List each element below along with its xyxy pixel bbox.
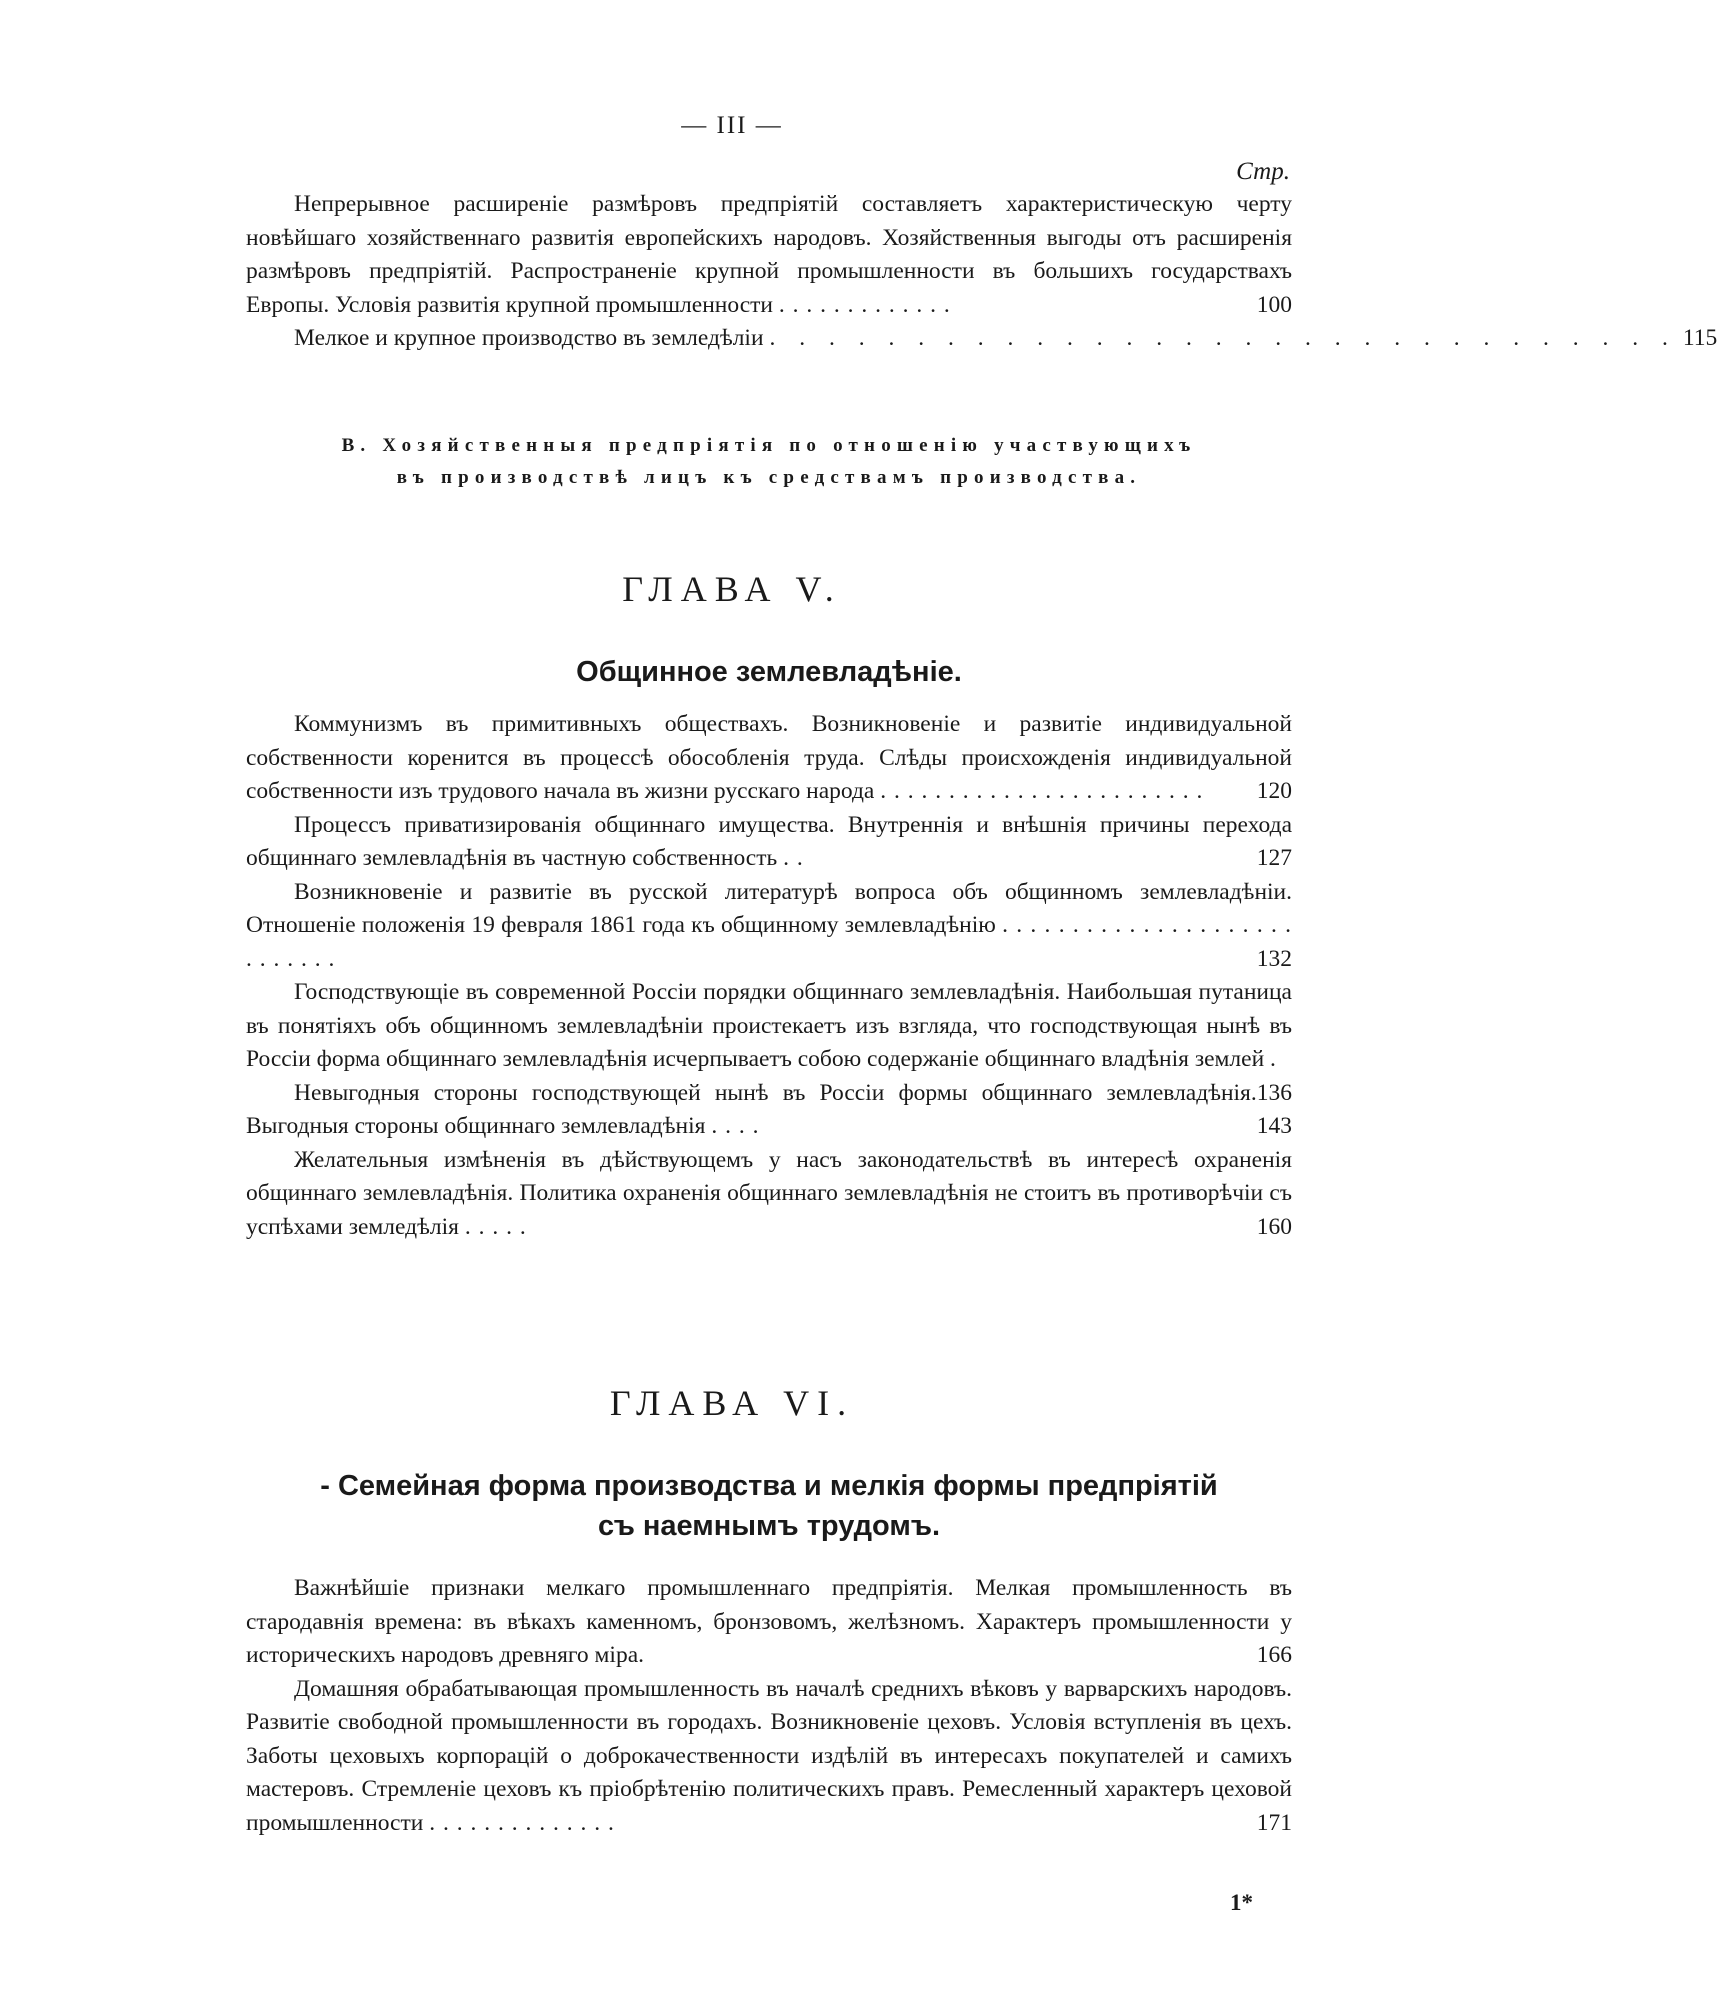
section1-entries [246, 188, 1717, 356]
toc-entry-text: Непрерывное расширеніе размѣровъ предпріятій составляетъ характеристическую черту новѣйшаго хозяйственнаго развитія европейскихъ народовъ. Хозяйственныя выгоды отъ расширенія размѣровъ предпріятій. Распространеніе крупной промышленности въ большихъ государствахъ Европы. Условія развитія крупной промышленности [246, 191, 1292, 318]
toc-entry-page: 132 [1256, 945, 1292, 972]
toc-entry-text: Невыгодныя стороны господствующей нынѣ въ Россіи формы общиннаго землевладѣнія. Выгодныя стороны общиннаго землевладѣнія [246, 1079, 1257, 1139]
toc-entry-page: 160 [1256, 1213, 1292, 1240]
toc-entry-page: 100 [1256, 291, 1292, 318]
toc-entry: Мелкое и крупное производство въ земледѣліи . . . . . . . . . . . . . . . . . . . . . . . . . . . . . . . 115 [246, 322, 1292, 356]
toc-entry-text: Коммунизмъ въ примитивныхъ обществахъ. Возникновеніе и развитіе индивидуальной собственности коренится въ процессѣ обособленія труда. Слѣды происхожденія индивидуальной собственности изъ трудового начала въ жизни русскаго народа [246, 711, 1292, 804]
chapter-6-title [246, 1466, 1292, 1546]
toc-entry-text: Мелкое и крупное производство въ земледѣліи [294, 325, 764, 351]
toc-entry-page: 143 [1256, 1113, 1292, 1139]
signature-mark: 1* [1230, 1890, 1253, 1915]
chapter-5-entries [246, 708, 1292, 1244]
section-b-line1: В. Хозяйственныя предпріятія по отношенію участвующихъ [341, 435, 1197, 456]
toc-entry-text: Господствующіе въ современной Россіи порядки общиннаго землевладѣнія. Наибольшая путаница въ понятіяхъ объ общинномъ землевладѣніи проистекаетъ изъ взгляда, что господствующая нынѣ въ Россіи форма общиннаго землевладѣнія исчерпываетъ собою содержаніе общиннаго владѣнія землей [246, 979, 1292, 1072]
chapter-6-title-line2: съ наемнымъ трудомъ. [597, 1510, 941, 1542]
toc-entry-text: Желательныя измѣненія въ дѣйствующемъ у насъ законодательствѣ въ интересѣ охраненія общиннаго землевладѣнія. Политика охраненія общиннаго землевладѣнія не стоитъ въ противорѣчіи съ успѣхами земледѣлія [246, 1146, 1292, 1240]
toc-entry: Господствующіе въ современной Россіи порядки общиннаго землевладѣнія. Наибольшая путаница въ понятіяхъ объ общинномъ землевладѣніи проистекаетъ изъ взгляда, что господствующая нынѣ въ Россіи форма общиннаго землевладѣнія исчерпываетъ собою содержаніе общиннаго владѣнія землей . 136 [246, 976, 1292, 1077]
chapter-5-title: Общинное землевладѣніе. [576, 656, 962, 688]
toc-entry: Процессъ приватизированія общиннаго имущества. Внутреннія и внѣшнія причины перехода общиннаго землевладѣнія въ частную собственность . . 127 [246, 809, 1292, 876]
toc-entry-text: Возникновеніе и развитіе въ русской литературѣ вопроса объ общинномъ землевладѣніи. Отношеніе положенія 19 февраля 1861 года къ общинному землевладѣнію [246, 878, 1292, 938]
toc-entry-page: 171 [1256, 1809, 1292, 1836]
toc-entry: Невыгодныя стороны господствующей нынѣ въ Россіи формы общиннаго землевладѣнія. Выгодныя стороны общиннаго землевладѣнія . . . . 143 [246, 1077, 1292, 1144]
chapter-5-heading: ГЛАВА V. [622, 569, 842, 609]
toc-entry-text: Важнѣйшіе признаки мелкаго промышленнаго предпріятія. Мелкая промышленность въ стародавнія времена: въ вѣкахъ каменномъ, бронзовомъ, желѣзномъ. Характеръ промышленности у историческихъ народовъ древняго міра. [246, 1575, 1292, 1668]
toc-entry-text: Домашняя обрабатывающая промышленность въ началѣ среднихъ вѣковъ у варварскихъ народовъ. Развитіе свободной промышленности въ городахъ. Возникновеніе цеховъ. Условія вступленія въ цехъ. Заботы цеховыхъ корпорацій о доброкачественности издѣлій въ интересахъ покупателей и самихъ мастеровъ. Стремленіе цеховъ къ пріобрѣтенію политическихъ правъ. Ремесленный характеръ цеховой промышленности [246, 1675, 1292, 1836]
toc-entry-page: 166 [1256, 1642, 1292, 1668]
toc-entry-page: 127 [1256, 845, 1292, 871]
page-column-label: Стр. [1236, 158, 1290, 185]
section-b-heading [246, 430, 1292, 494]
toc-entry-page: 120 [1256, 778, 1292, 804]
toc-entry: Коммунизмъ въ примитивныхъ обществахъ. Возникновеніе и развитіе индивидуальной собственности коренится въ процессѣ обособленія труда. Слѣды происхожденія индивидуальной собственности изъ трудового начала въ жизни русскаго народа . . . . . . . . . . . . . . . . . . . . . . . . 120 [246, 708, 1292, 809]
toc-entry: Возникновеніе и развитіе въ русской литературѣ вопроса объ общинномъ землевладѣніи. Отношеніе положенія 19 февраля 1861 года къ общинному землевладѣнію . . . . . . . . . . . . . . . . . . . . . . . . . . . . 132 [246, 876, 1292, 977]
chapter-6-entries [246, 1572, 1292, 1840]
toc-entry: Домашняя обрабатывающая промышленность въ началѣ среднихъ вѣковъ у варварскихъ народовъ. Развитіе свободной промышленности въ городахъ. Возникновеніе цеховъ. Условія вступленія въ цехъ. Заботы цеховыхъ корпорацій о доброкачественности издѣлій въ интересахъ покупателей и самихъ мастеровъ. Стремленіе цеховъ къ пріобрѣтенію политическихъ правъ. Ремесленный характеръ цеховой промышленности . . . . . . . . . . . . . . 171 [246, 1673, 1292, 1841]
toc-entry: Желательныя измѣненія въ дѣйствующемъ у насъ законодательствѣ въ интересѣ охраненія общиннаго землевладѣнія. Политика охраненія общиннаго землевладѣнія не стоитъ въ противорѣчіи съ успѣхами земледѣлія . . . . . 160 [246, 1144, 1292, 1245]
toc-entry-page: 115 [1682, 325, 1717, 351]
chapter-6-heading: ГЛАВА VI. [609, 1383, 855, 1423]
section-b-line2: въ производствѣ лицъ къ средствамъ производства. [396, 467, 1142, 488]
page-number: — III — [681, 112, 783, 139]
toc-entry-page: 136 [1256, 1079, 1292, 1106]
toc-entry: Непрерывное расширеніе размѣровъ предпріятій составляетъ характеристическую черту новѣйшаго хозяйственнаго развитія европейскихъ народовъ. Хозяйственныя выгоды отъ расширенія размѣровъ предпріятій. Распространеніе крупной промышленности въ большихъ государствахъ Европы. Условія развитія крупной промышленности . . . . . . . . . . . . . 100 [246, 188, 1292, 322]
chapter-6-title-line1: - Семейная форма производства и мелкія формы предпріятій [320, 1470, 1218, 1502]
toc-entry-text: Процессъ приватизированія общиннаго имущества. Внутреннія и внѣшнія причины перехода общиннаго землевладѣнія въ частную собственность [246, 811, 1292, 871]
toc-entry [246, 1572, 1292, 1673]
